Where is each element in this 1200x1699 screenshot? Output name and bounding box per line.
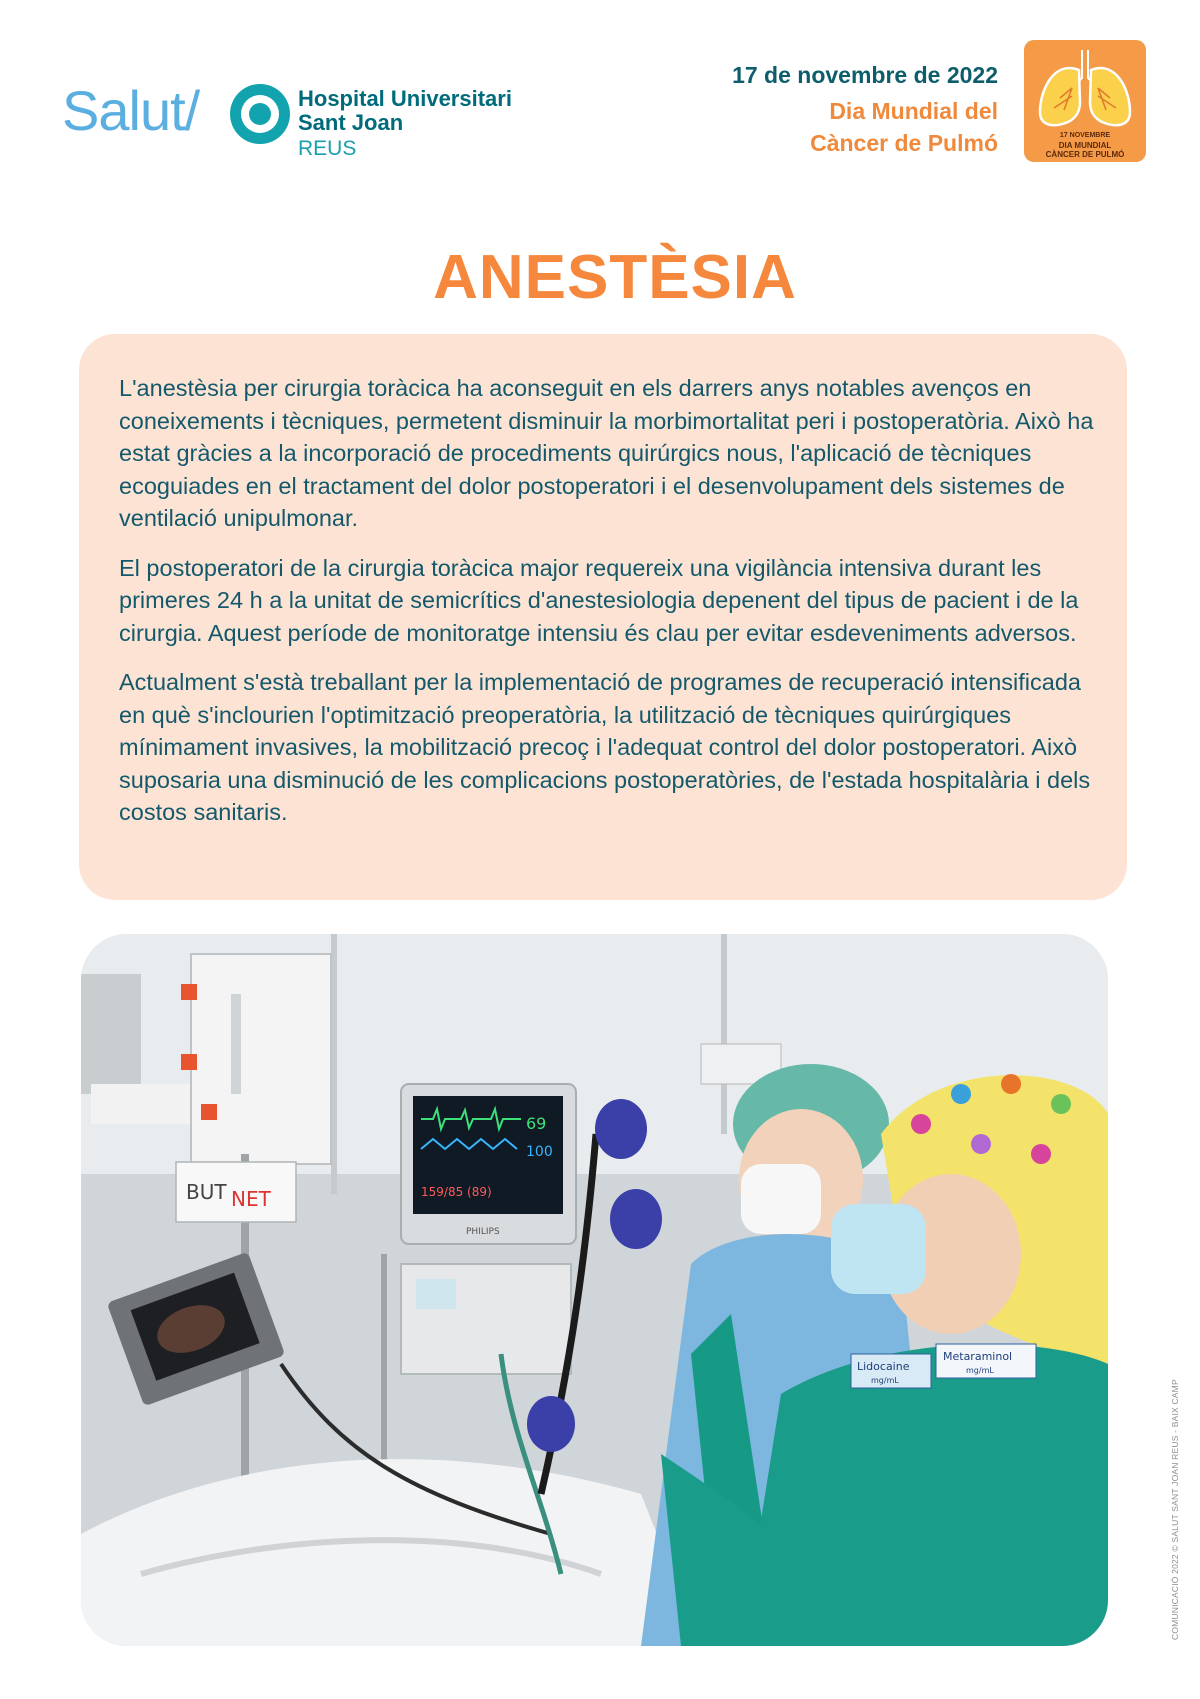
event-name-line1: Dia Mundial del xyxy=(829,98,998,124)
sign-text-1: BUT xyxy=(186,1180,227,1204)
event-name xyxy=(738,95,998,159)
hospital-name-line1: Hospital Universitari xyxy=(298,86,512,111)
drug-label-1: Lidocaine xyxy=(857,1360,910,1373)
salut-logo: Salut/ xyxy=(62,79,200,142)
badge-title-line1: DIA MUNDIAL xyxy=(1058,141,1112,150)
hospital-city: REUS xyxy=(298,137,357,160)
badge-title-line2: CÀNCER DE PULMÓ xyxy=(1045,150,1125,159)
operating-room-photo xyxy=(81,934,1108,1646)
badge-date: 17 NOVEMBRE xyxy=(1059,132,1111,139)
badge-title xyxy=(1024,141,1146,159)
content-box xyxy=(79,334,1127,900)
hospital-logo-icon xyxy=(228,82,292,146)
page-title: ANESTÈSIA xyxy=(433,243,797,312)
drug-label-2: Metaraminol xyxy=(943,1350,1013,1363)
monitor-reading-1: 69 xyxy=(526,1114,547,1133)
paragraph-3: Actualment s'està treballant per la implementació de programes de recuperació intensificada en què s'inclourien l'optimització preoperatòria, la utilització de tècniques quirúrgiques mínimament invasives, la mobilització precoç i l'adequat control del dolor postoperatori. Això suposaria una disminució de les complicacions postoperatòries, de l'estada hospitalària i dels costos sanitaris. xyxy=(119,669,1091,825)
paragraph-1: L'anestèsia per cirurgia toràcica ha aconseguit en els darrers anys notables avenços en coneixements i tècniques, permetent disminuir la morbimortalitat peri i postoperatòria. Això ha estat gràcies a la incorporació de procediments quirúrgics nous, l'aplicació de tècniques ecoguiades en el tractament del dolor postoperatori i el desenvolupament dels sistemes de ventilació unipulmonar. xyxy=(119,375,1094,531)
event-name-line2: Càncer de Pulmó xyxy=(810,130,998,156)
monitor-reading-3: 159/85 (89) xyxy=(421,1185,492,1199)
hospital-name xyxy=(298,87,512,135)
drug-label-unit-2: mg/mL xyxy=(966,1366,994,1375)
copyright-credit: COMUNICACIÓ 2022 © SALUT SANT JOAN REUS - BAIX CAMP xyxy=(1170,1379,1180,1640)
lung-cancer-day-badge xyxy=(1024,40,1146,162)
hospital-name-line2: Sant Joan xyxy=(298,110,404,135)
paragraph-2: El postoperatori de la cirurgia toràcica major requereix una vigilància intensiva durant les primeres 24 h a la unitat de semicrítics d'anestesiologia depenent del tipus de pacient i de la cirurgia. Aquest període de monitoratge intensiu és clau per evitar esdeveniments adversos. xyxy=(119,554,1079,646)
event-date: 17 de novembre de 2022 xyxy=(732,62,998,88)
sign-text-2: NET xyxy=(231,1187,271,1211)
drug-label-unit-1: mg/mL xyxy=(871,1376,899,1385)
monitor-reading-2: 100 xyxy=(526,1144,553,1160)
monitor-brand: PHILIPS xyxy=(466,1227,500,1237)
